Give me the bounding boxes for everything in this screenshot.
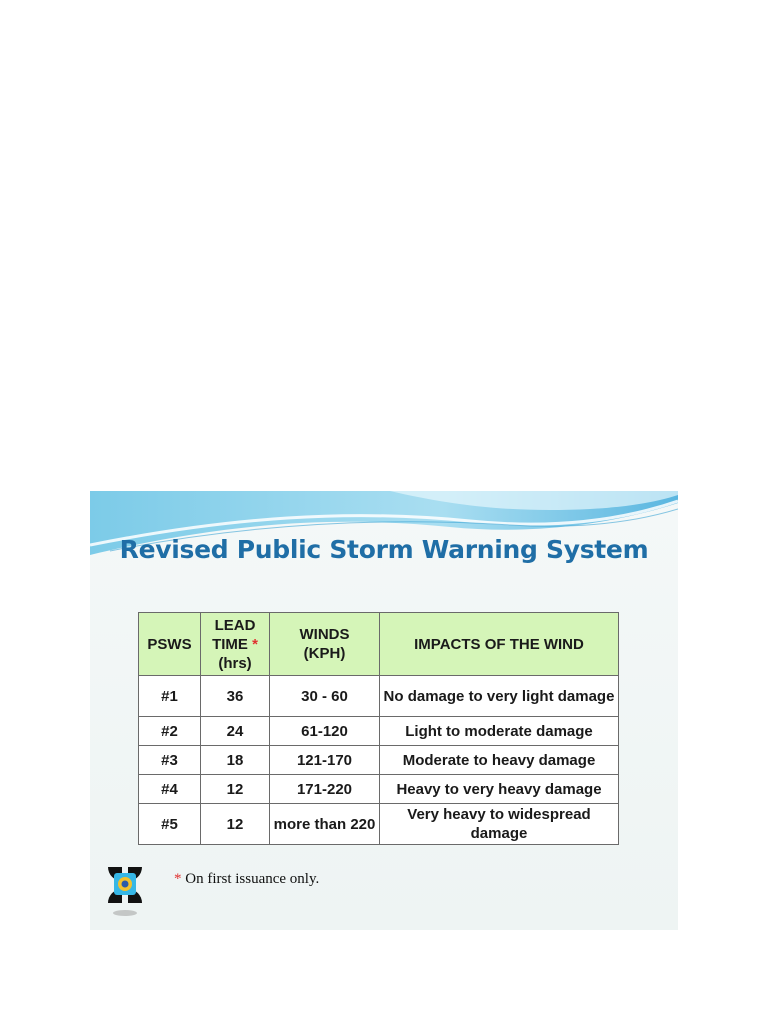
cell-impact: Moderate to heavy damage <box>380 746 619 775</box>
cell-lead: 12 <box>201 775 270 804</box>
pagasa-logo-icon <box>104 863 146 919</box>
storm-warning-table <box>138 612 619 845</box>
cell-winds: more than 220 <box>270 804 380 845</box>
cell-winds: 61-120 <box>270 717 380 746</box>
cell-winds: 30 - 60 <box>270 676 380 717</box>
header-lead-time: LEAD TIME * (hrs) <box>201 613 270 676</box>
cell-impact: Light to moderate damage <box>380 717 619 746</box>
header-impacts: IMPACTS OF THE WIND <box>380 613 619 676</box>
table-row <box>139 746 619 775</box>
footnote-star: * <box>174 871 182 887</box>
table-row <box>139 717 619 746</box>
table-row <box>139 775 619 804</box>
header-winds: WINDS (KPH) <box>270 613 380 676</box>
slide-title: Revised Public Storm Warning System <box>119 535 649 564</box>
cell-impact: No damage to very light damage <box>380 676 619 717</box>
footnote-text: On first issuance only. <box>185 871 320 887</box>
cell-lead: 24 <box>201 717 270 746</box>
cell-impact: Very heavy to widespread damage <box>380 804 619 845</box>
footnote <box>174 871 319 888</box>
cell-psws: #1 <box>139 676 201 717</box>
table-row <box>139 804 619 845</box>
cell-impact: Heavy to very heavy damage <box>380 775 619 804</box>
cell-psws: #2 <box>139 717 201 746</box>
cell-psws: #4 <box>139 775 201 804</box>
table-header-row <box>139 613 619 676</box>
cell-winds: 171-220 <box>270 775 380 804</box>
cell-winds: 121-170 <box>270 746 380 775</box>
cell-lead: 12 <box>201 804 270 845</box>
table-row <box>139 676 619 717</box>
cell-psws: #3 <box>139 746 201 775</box>
cell-psws: #5 <box>139 804 201 845</box>
cell-lead: 18 <box>201 746 270 775</box>
lead-time-star: * <box>252 635 258 653</box>
slide <box>90 491 678 930</box>
cell-lead: 36 <box>201 676 270 717</box>
header-psws: PSWS <box>139 613 201 676</box>
